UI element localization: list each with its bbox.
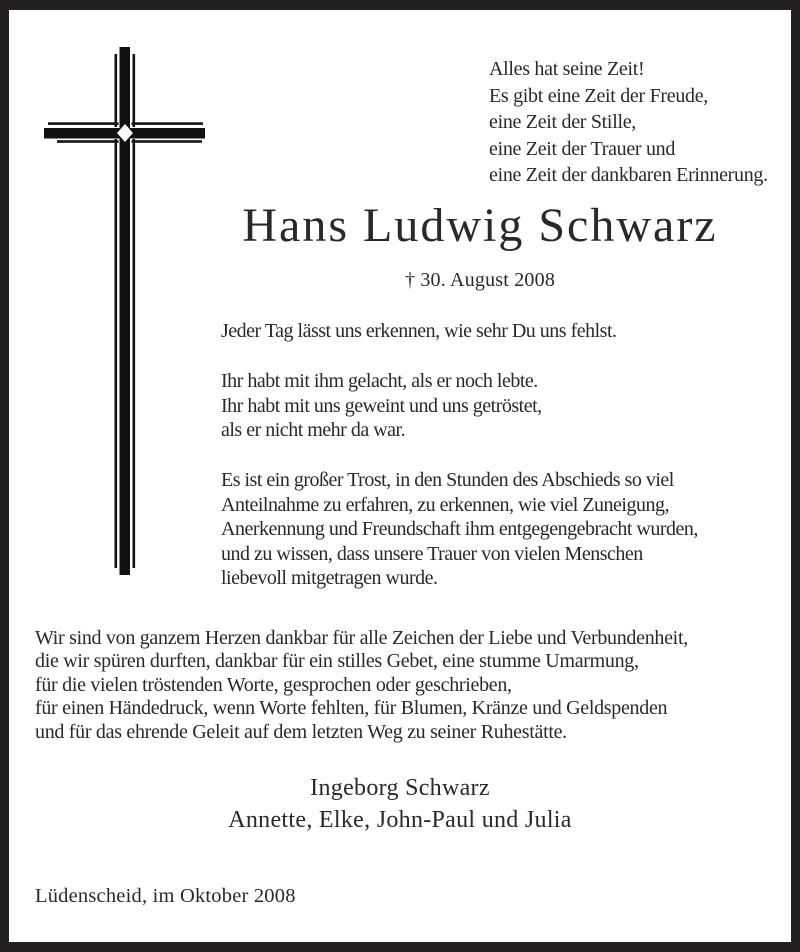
epigraph-line: Es gibt eine Zeit der Freude, (489, 84, 709, 107)
mourner-line: Ingeborg Schwarz (310, 775, 490, 801)
tribute-stanza-remembrance (221, 369, 698, 443)
tribute-text (221, 319, 698, 591)
epigraph-poem (489, 56, 768, 189)
epigraph-line: eine Zeit der Stille, (489, 111, 636, 133)
tribute-line: Es ist ein großer Trost, in den Stunden des Abschieds so viel (221, 469, 674, 491)
acknowledgement-text (35, 627, 688, 744)
acknowledgement-line: und für das ehrende Geleit auf dem letzten Weg zu seiner Ruhestätte. (35, 720, 567, 743)
tribute-line: als er nicht mehr da war. (221, 419, 406, 441)
deceased-name: Hans Ludwig Schwarz (242, 199, 718, 252)
acknowledgement-line: für die vielen tröstenden Worte, gesprochen oder geschrieben, (35, 673, 512, 696)
death-date: † 30. August 2008 (404, 268, 556, 291)
mourner-line: Annette, Elke, John-Paul und Julia (228, 807, 572, 833)
tribute-opening (221, 319, 698, 344)
acknowledgement-line: Wir sind von ganzem Herzen dankbar für alle Zeichen der Liebe und Verbundenheit, (35, 627, 688, 649)
place-date-line: Lüdenscheid, im Oktober 2008 (35, 885, 296, 907)
tribute-line: und zu wissen, dass unsere Trauer von vielen Menschen (221, 542, 643, 565)
tribute-stanza-consolation (221, 468, 698, 591)
tribute-line: Ihr habt mit uns geweint und uns getröstet, (221, 394, 542, 417)
acknowledgement-line: die wir spüren durften, dankbar für ein stilles Gebet, eine stumme Umarmung, (35, 650, 639, 673)
memorial-cross-icon (0, 0, 220, 590)
tribute-line: Jeder Tag lässt uns erkennen, wie sehr Du uns fehlst. (221, 320, 617, 342)
tribute-line: Anerkennung und Freundschaft ihm entgegengebracht wurden, (221, 518, 698, 540)
deceased-header (180, 200, 780, 293)
epigraph-line: Alles hat seine Zeit! (489, 58, 645, 80)
epigraph-line: eine Zeit der dankbaren Erinnerung. (489, 164, 768, 186)
acknowledgement-line: für einen Händedruck, wenn Worte fehlten, für Blumen, Kränze und Geldspenden (35, 697, 668, 720)
tribute-line: Ihr habt mit ihm gelacht, als er noch lebte. (221, 370, 538, 392)
tribute-line: liebevoll mitgetragen wurde. (221, 567, 438, 589)
epigraph-line: eine Zeit der Trauer und (489, 137, 676, 160)
mourners-names (9, 772, 791, 836)
tribute-line: Anteilnahme zu erfahren, zu erkennen, wie viel Zuneigung, (221, 493, 669, 516)
